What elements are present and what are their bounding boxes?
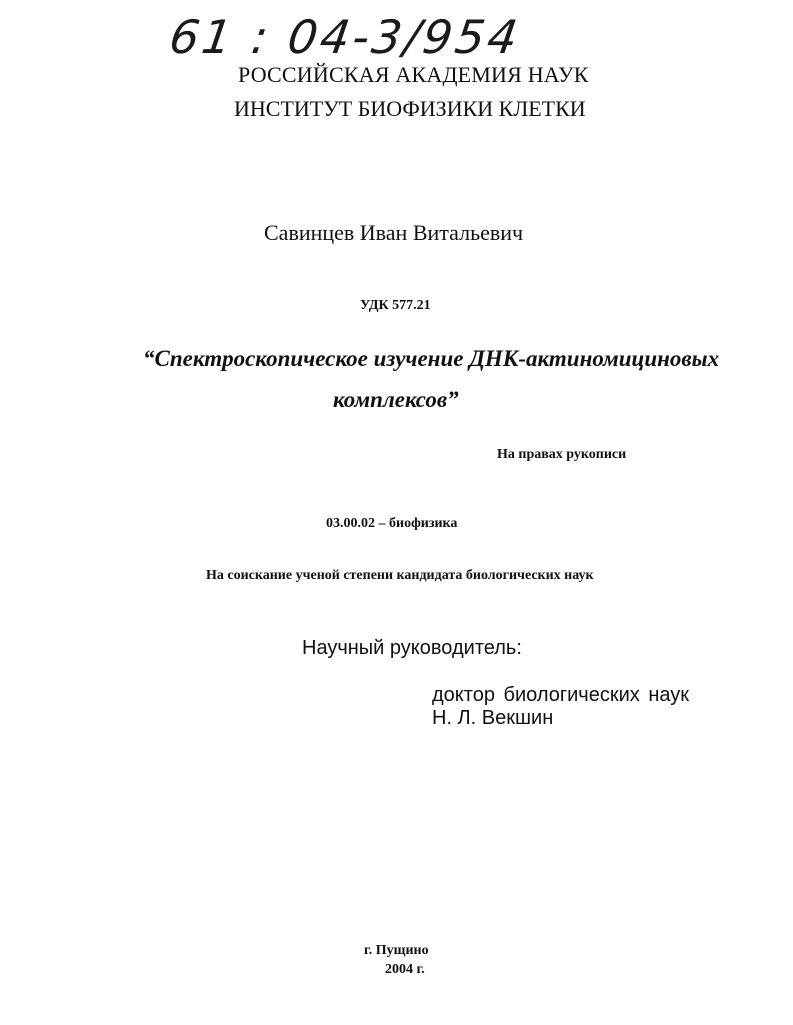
degree-statement: На соискание ученой степени кандидата биологических наук [206, 568, 594, 583]
supervisor-label: Научный руководитель: [302, 637, 522, 659]
thesis-title-line-2: комплексов” [333, 387, 459, 412]
year: 2004 г. [385, 962, 425, 977]
specialty-code: 03.00.02 – биофизика [326, 516, 458, 531]
supervisor-title: доктор биологических наук [432, 684, 690, 706]
rights-note: На правах рукописи [497, 447, 627, 462]
handwritten-archive-mark: 61 : 04-3/954 [166, 10, 524, 64]
city: г. Пущино [364, 943, 429, 958]
thesis-title-line-1: “Спектроскопическое изучение ДНК-актиномициновых [143, 346, 720, 371]
supervisor-name: Н. Л. Векшин [432, 707, 554, 729]
udk-code: УДК 577.21 [360, 298, 431, 313]
institute-name: ИНСТИТУТ БИОФИЗИКИ КЛЕТКИ [234, 96, 586, 121]
organization-name: РОССИЙСКАЯ АКАДЕМИЯ НАУК [238, 62, 589, 87]
author-name: Савинцев Иван Витальевич [264, 220, 524, 245]
